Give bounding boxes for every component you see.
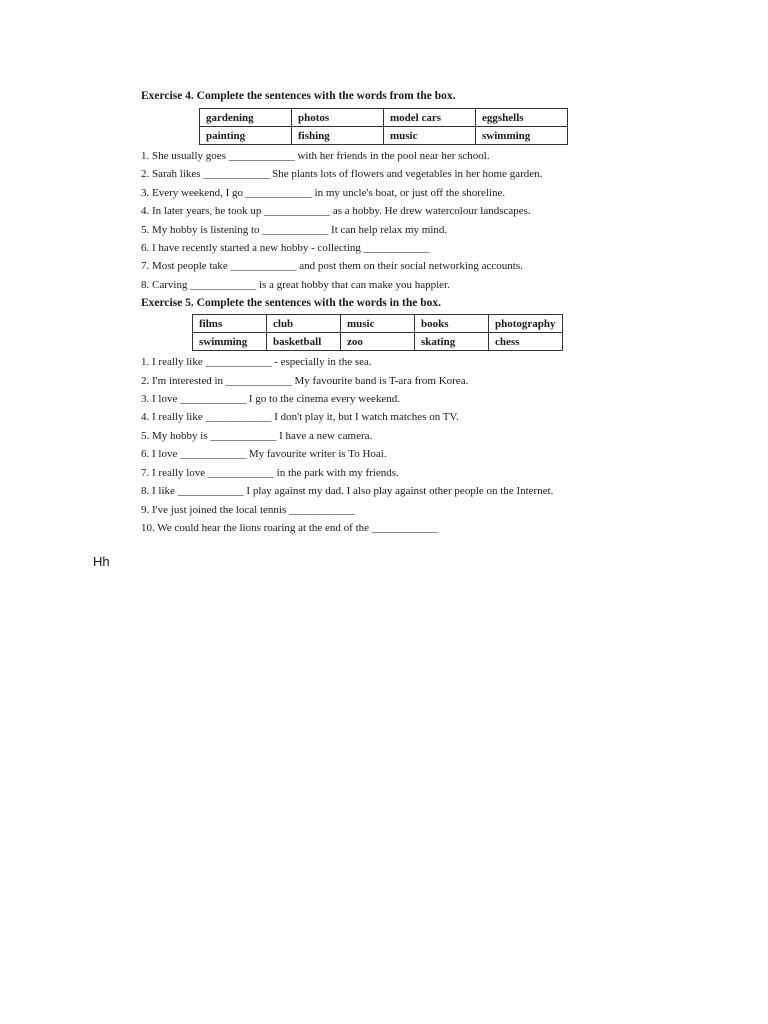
sentence: 2. I'm interested in ____________ My favourite band is T-ara from Korea. (141, 374, 469, 387)
sentence: 10. We could hear the lions roaring at the end of the ____________ (141, 521, 438, 534)
word-box-row (193, 333, 563, 351)
word-box-cell: films (193, 315, 267, 333)
word-box-cell: photos (292, 109, 384, 127)
word-box-cell: model cars (384, 109, 476, 127)
sentence: 1. She usually goes ____________ with her friends in the pool near her school. (141, 150, 490, 162)
exercise-4-word-box (199, 108, 568, 145)
word-box-cell: music (341, 315, 415, 333)
sentence: 7. I really love ____________ in the park with my friends. (141, 466, 399, 479)
sentence: 1. I really like ____________ - especially in the sea. (141, 356, 372, 369)
sentence: 5. My hobby is listening to ____________ It can help relax my mind. (141, 223, 448, 236)
word-box-cell: painting (200, 127, 292, 145)
word-box-cell: chess (489, 333, 563, 351)
word-box-cell: club (267, 315, 341, 333)
sentence: 8. I like ____________ I play against my dad. I also play against other people on the Internet. (141, 485, 554, 498)
sentence: 6. I love ____________ My favourite writer is To Hoai. (141, 448, 387, 461)
word-box-cell: zoo (341, 333, 415, 351)
sentence: 5. My hobby is ____________ I have a new camera. (141, 429, 373, 442)
word-box-cell: eggshells (476, 109, 568, 127)
word-box-cell: gardening (200, 109, 292, 127)
word-box-row (193, 315, 563, 333)
exercise-4-sentences (141, 147, 611, 294)
word-box-cell: skating (415, 333, 489, 351)
sentence: 3. Every weekend, I go ____________ in my uncle's boat, or just off the shoreline. (141, 186, 506, 199)
word-box-row (200, 109, 568, 127)
sentence: 8. Carving ____________ is a great hobby that can make you happier. (141, 278, 450, 291)
word-box-cell: basketball (267, 333, 341, 351)
exercise-5-sentences (141, 353, 611, 537)
sentence: 4. I really like ____________ I don't play it, but I watch matches on TV. (141, 411, 459, 424)
sentence: 2. Sarah likes ____________ She plants lots of flowers and vegetables in her home garden. (141, 168, 543, 181)
sentence: 9. I've just joined the local tennis ____________ (141, 503, 356, 516)
sentence: 6. I have recently started a new hobby - collecting ____________ (141, 242, 430, 255)
word-box-cell: swimming (476, 127, 568, 145)
word-box-cell: books (415, 315, 489, 333)
exercise-5-word-box (192, 314, 563, 351)
word-box-cell: photography (489, 315, 563, 333)
sentence: 4. In later years, he took up ____________ as a hobby. He drew watercolour landscapes. (141, 205, 531, 218)
sentence: 7. Most people take ____________ and post them on their social networking accounts. (141, 260, 523, 273)
sentence: 3. I love ____________ I go to the cinema every weekend. (141, 393, 401, 406)
word-box-cell: music (384, 127, 476, 145)
exercise-5-title: Exercise 5. Complete the sentences with the words in the box. (141, 297, 442, 310)
word-box-row (200, 127, 568, 145)
word-box-cell: swimming (193, 333, 267, 351)
worksheet (141, 88, 611, 537)
footer-note: Hh (93, 554, 110, 569)
exercise-4-title: Exercise 4. Complete the sentences with the words from the box. (141, 90, 456, 102)
word-box-cell: fishing (292, 127, 384, 145)
